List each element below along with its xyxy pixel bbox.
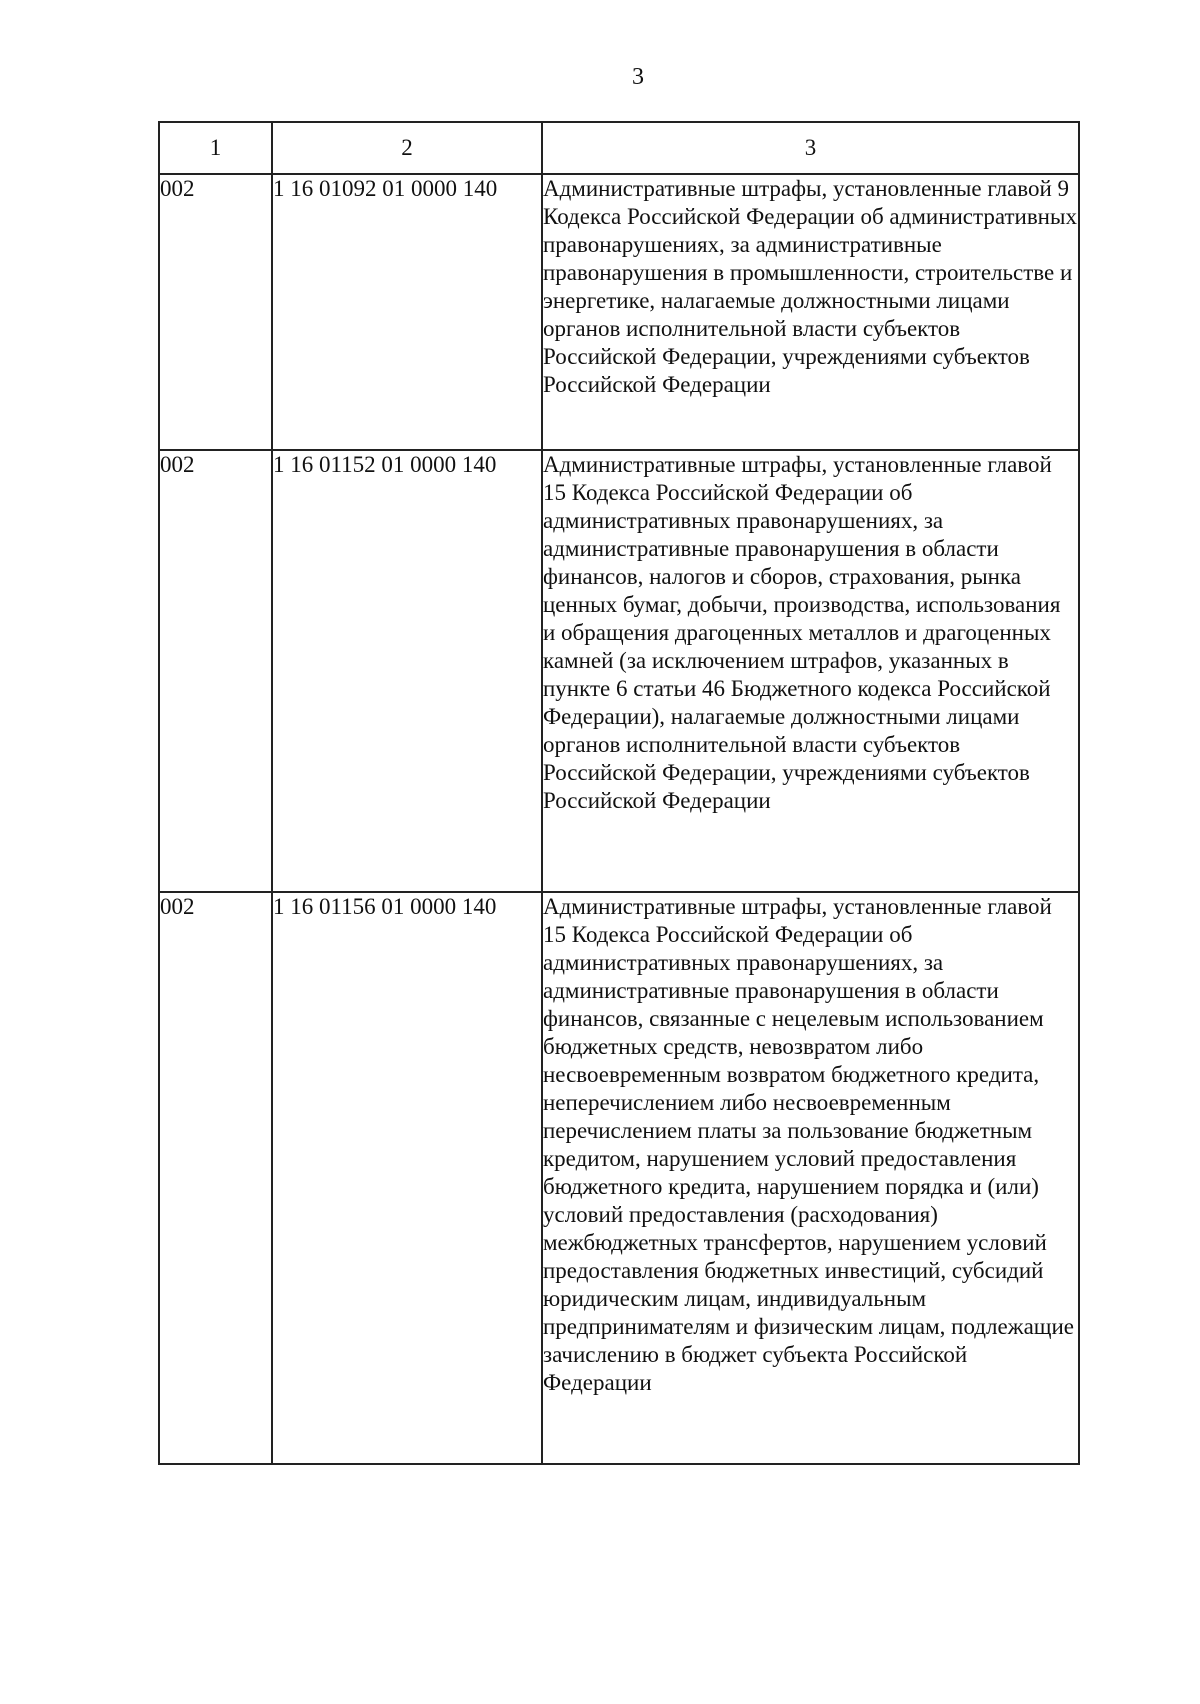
table-row (159, 174, 1079, 450)
budget-code-cell: 1 16 01156 01 0000 140 (272, 892, 542, 1464)
admin-code-cell: 002 (159, 450, 272, 892)
table-row (159, 450, 1079, 892)
admin-code-cell: 002 (159, 892, 272, 1464)
revenue-codes-table (158, 121, 1080, 1465)
description-cell: Административные штрафы, установленные главой 15 Кодекса Российской Федерации об административных правонарушениях, за административные правонарушения в области финансов, налогов и сборов, страхования, рынка ценных бумаг, добычи, производства, использования и обращения драгоценных металлов и драгоценных камней (за исключением штрафов, указанных в пункте 6 статьи 46 Бюджетного кодекса Российской Федерации), налагаемые должностными лицами органов исполнительной власти субъектов Российской Федерации, учреждениями субъектов Российской Федерации (542, 450, 1079, 892)
budget-code-cell: 1 16 01092 01 0000 140 (272, 174, 542, 450)
table-row (159, 892, 1079, 1464)
description-cell: Административные штрафы, установленные главой 15 Кодекса Российской Федерации об административных правонарушениях, за административные правонарушения в области финансов, связанные с нецелевым использованием бюджетных средств, невозвратом либо несвоевременным возвратом бюджетного кредита, неперечислением либо несвоевременным перечислением платы за пользование бюджетным кредитом, нарушением условий предоставления бюджетного кредита, нарушением порядка и (или) условий предоставления (расходования) межбюджетных трансфертов, нарушением условий предоставления бюджетных инвестиций, субсидий юридическим лицам, индивидуальным предпринимателям и физическим лицам, подлежащие зачислению в бюджет субъекта Российской Федерации (542, 892, 1079, 1464)
column-header-2: 2 (272, 122, 542, 174)
page-number: 3 (632, 64, 644, 90)
description-cell: Административные штрафы, установленные главой 9 Кодекса Российской Федерации об административных правонарушениях, за административные правонарушения в промышленности, строительстве и энергетике, налагаемые должностными лицами органов исполнительной власти субъектов Российской Федерации, учреждениями субъектов Российской Федерации (542, 174, 1079, 450)
column-header-1: 1 (159, 122, 272, 174)
budget-code-cell: 1 16 01152 01 0000 140 (272, 450, 542, 892)
column-header-3: 3 (542, 122, 1079, 174)
table-header-row (159, 122, 1079, 174)
admin-code-cell: 002 (159, 174, 272, 450)
